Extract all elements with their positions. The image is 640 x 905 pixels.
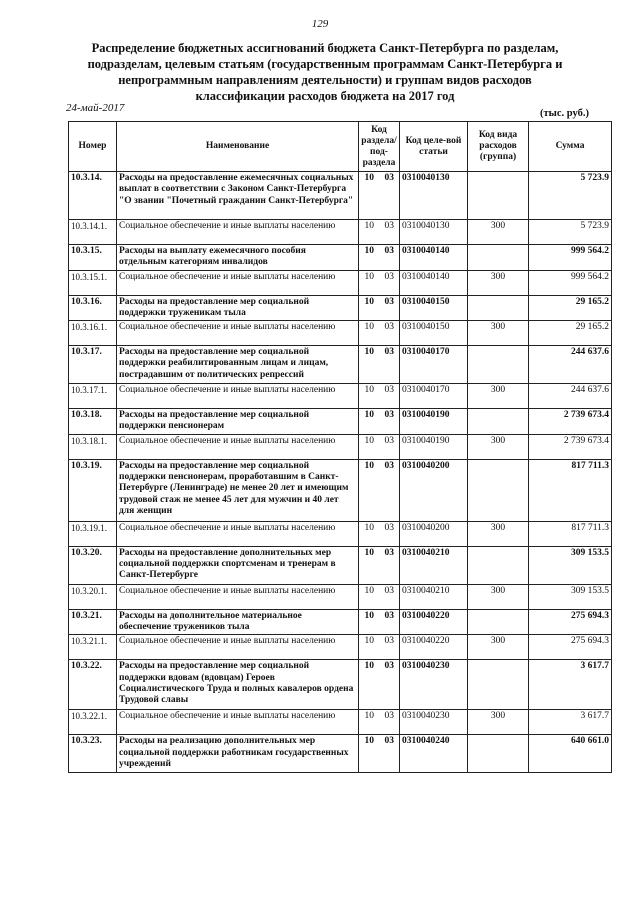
row-number: 10.3.14. xyxy=(69,172,117,220)
row-name: Социальное обеспечение и иные выплаты населению xyxy=(117,384,359,409)
row-expense-type xyxy=(468,459,529,521)
table-row xyxy=(69,710,612,735)
row-number: 10.3.23. xyxy=(69,735,117,773)
row-section-code: 10 xyxy=(359,295,380,321)
row-name: Расходы на предоставление ежемесячных социальных выплат в соответствии с Законом Санкт-Петербурга "О звании "Почетный гражданин Санкт-Петербурга" xyxy=(117,172,359,220)
document-date: 24-май-2017 xyxy=(66,102,125,114)
row-target-code: 0310040220 xyxy=(400,609,468,635)
row-subsection-code: 03 xyxy=(380,521,400,546)
row-sum: 244 637.6 xyxy=(529,346,612,384)
table-row xyxy=(69,245,612,271)
table-row xyxy=(69,409,612,435)
row-subsection-code: 03 xyxy=(380,245,400,271)
row-sum: 29 165.2 xyxy=(529,321,612,346)
row-section-code: 10 xyxy=(359,660,380,710)
budget-table xyxy=(68,121,612,773)
row-target-code: 0310040150 xyxy=(400,321,468,346)
row-name: Социальное обеспечение и иные выплаты населению xyxy=(117,220,359,245)
row-subsection-code: 03 xyxy=(380,220,400,245)
row-subsection-code: 03 xyxy=(380,409,400,435)
row-sum: 999 564.2 xyxy=(529,245,612,271)
table-row xyxy=(69,295,612,321)
row-subsection-code: 03 xyxy=(380,459,400,521)
row-number: 10.3.15.1. xyxy=(69,270,117,295)
row-expense-type: 300 xyxy=(468,434,529,459)
table-row xyxy=(69,609,612,635)
row-name: Расходы на дополнительное материальное обеспечение тружеников тыла xyxy=(117,609,359,635)
header-target: Код целе-вой статьи xyxy=(400,122,468,172)
row-name: Социальное обеспечение и иные выплаты населению xyxy=(117,321,359,346)
row-subsection-code: 03 xyxy=(380,270,400,295)
table-row xyxy=(69,584,612,609)
table-row xyxy=(69,220,612,245)
row-name: Расходы на предоставление мер социальной поддержки труженикам тыла xyxy=(117,295,359,321)
row-target-code: 0310040240 xyxy=(400,735,468,773)
table-row xyxy=(69,346,612,384)
row-expense-type xyxy=(468,172,529,220)
row-section-code: 10 xyxy=(359,321,380,346)
row-number: 10.3.19.1. xyxy=(69,521,117,546)
row-expense-type xyxy=(468,346,529,384)
row-target-code: 0310040140 xyxy=(400,245,468,271)
row-section-code: 10 xyxy=(359,434,380,459)
row-section-code: 10 xyxy=(359,270,380,295)
table-row xyxy=(69,172,612,220)
row-expense-type: 300 xyxy=(468,321,529,346)
table-row xyxy=(69,735,612,773)
row-subsection-code: 03 xyxy=(380,346,400,384)
row-section-code: 10 xyxy=(359,459,380,521)
row-number: 10.3.21. xyxy=(69,609,117,635)
row-section-code: 10 xyxy=(359,584,380,609)
row-expense-type: 300 xyxy=(468,384,529,409)
row-subsection-code: 03 xyxy=(380,660,400,710)
row-target-code: 0310040220 xyxy=(400,635,468,660)
row-target-code: 0310040200 xyxy=(400,459,468,521)
row-expense-type: 300 xyxy=(468,521,529,546)
row-expense-type xyxy=(468,546,529,584)
row-sum: 999 564.2 xyxy=(529,270,612,295)
row-expense-type: 300 xyxy=(468,635,529,660)
table-row xyxy=(69,521,612,546)
row-subsection-code: 03 xyxy=(380,321,400,346)
row-number: 10.3.14.1. xyxy=(69,220,117,245)
row-name: Социальное обеспечение и иные выплаты населению xyxy=(117,710,359,735)
row-subsection-code: 03 xyxy=(380,635,400,660)
row-sum: 2 739 673.4 xyxy=(529,434,612,459)
row-subsection-code: 03 xyxy=(380,172,400,220)
row-target-code: 0310040190 xyxy=(400,434,468,459)
row-sum: 3 617.7 xyxy=(529,710,612,735)
row-section-code: 10 xyxy=(359,635,380,660)
row-section-code: 10 xyxy=(359,172,380,220)
row-section-code: 10 xyxy=(359,710,380,735)
row-subsection-code: 03 xyxy=(380,295,400,321)
header-expense-type: Код вида расходов (группа) xyxy=(468,122,529,172)
row-subsection-code: 03 xyxy=(380,609,400,635)
row-target-code: 0310040140 xyxy=(400,270,468,295)
row-target-code: 0310040150 xyxy=(400,295,468,321)
row-name: Социальное обеспечение и иные выплаты населению xyxy=(117,521,359,546)
row-expense-type xyxy=(468,735,529,773)
row-section-code: 10 xyxy=(359,521,380,546)
row-section-code: 10 xyxy=(359,409,380,435)
row-number: 10.3.18. xyxy=(69,409,117,435)
row-sum: 5 723.9 xyxy=(529,172,612,220)
row-section-code: 10 xyxy=(359,346,380,384)
row-expense-type: 300 xyxy=(468,220,529,245)
row-section-code: 10 xyxy=(359,245,380,271)
table-row xyxy=(69,459,612,521)
table-row xyxy=(69,270,612,295)
row-number: 10.3.20. xyxy=(69,546,117,584)
row-number: 10.3.20.1. xyxy=(69,584,117,609)
row-target-code: 0310040230 xyxy=(400,660,468,710)
row-name: Расходы на предоставление дополнительных мер социальной поддержки спортсменам и тренерам в Санкт-Петербурге xyxy=(117,546,359,584)
row-sum: 640 661.0 xyxy=(529,735,612,773)
row-target-code: 0310040200 xyxy=(400,521,468,546)
row-name: Социальное обеспечение и иные выплаты населению xyxy=(117,584,359,609)
row-expense-type xyxy=(468,609,529,635)
row-sum: 2 739 673.4 xyxy=(529,409,612,435)
row-name: Расходы на предоставление мер социальной поддержки реабилитированным лицам и лицам, пострадавшим от политических репрессий xyxy=(117,346,359,384)
row-sum: 817 711.3 xyxy=(529,459,612,521)
page-number: 129 xyxy=(311,18,329,30)
header-number: Номер xyxy=(69,122,117,172)
row-number: 10.3.16. xyxy=(69,295,117,321)
table-row xyxy=(69,660,612,710)
row-expense-type xyxy=(468,295,529,321)
row-name: Социальное обеспечение и иные выплаты населению xyxy=(117,434,359,459)
row-subsection-code: 03 xyxy=(380,546,400,584)
row-number: 10.3.17. xyxy=(69,346,117,384)
header-sum: Сумма xyxy=(529,122,612,172)
row-number: 10.3.15. xyxy=(69,245,117,271)
row-number: 10.3.19. xyxy=(69,459,117,521)
row-name: Социальное обеспечение и иные выплаты населению xyxy=(117,270,359,295)
row-expense-type: 300 xyxy=(468,270,529,295)
row-sum: 244 637.6 xyxy=(529,384,612,409)
header-name: Наименование xyxy=(117,122,359,172)
row-target-code: 0310040130 xyxy=(400,220,468,245)
units-label: (тыс. руб.) xyxy=(540,108,589,119)
header-section: Код раздела/ под-раздела xyxy=(359,122,400,172)
row-section-code: 10 xyxy=(359,609,380,635)
row-target-code: 0310040170 xyxy=(400,384,468,409)
document-title: Распределение бюджетных ассигнований бюджета Санкт-Петербурга по разделам, подразделам, целевым статьям (государственным программам Санкт-Петербурга и непрограммным направлениям деятельности) и группам видов расходов классификации расходов бюджета на 2017 год xyxy=(87,41,563,103)
row-target-code: 0310040130 xyxy=(400,172,468,220)
row-target-code: 0310040230 xyxy=(400,710,468,735)
row-target-code: 0310040170 xyxy=(400,346,468,384)
row-subsection-code: 03 xyxy=(380,384,400,409)
row-number: 10.3.17.1. xyxy=(69,384,117,409)
row-sum: 309 153.5 xyxy=(529,584,612,609)
row-name: Расходы на реализацию дополнительных мер социальной поддержки работникам государственных учреждений xyxy=(117,735,359,773)
row-subsection-code: 03 xyxy=(380,710,400,735)
row-number: 10.3.21.1. xyxy=(69,635,117,660)
table-row xyxy=(69,635,612,660)
table-row xyxy=(69,384,612,409)
row-subsection-code: 03 xyxy=(380,735,400,773)
row-sum: 275 694.3 xyxy=(529,609,612,635)
row-target-code: 0310040210 xyxy=(400,546,468,584)
row-sum: 5 723.9 xyxy=(529,220,612,245)
row-number: 10.3.22. xyxy=(69,660,117,710)
row-number: 10.3.22.1. xyxy=(69,710,117,735)
row-target-code: 0310040210 xyxy=(400,584,468,609)
row-section-code: 10 xyxy=(359,735,380,773)
row-sum: 29 165.2 xyxy=(529,295,612,321)
table-row xyxy=(69,546,612,584)
row-name: Расходы на предоставление мер социальной поддержки пенсионерам xyxy=(117,409,359,435)
row-expense-type: 300 xyxy=(468,584,529,609)
row-number: 10.3.18.1. xyxy=(69,434,117,459)
row-subsection-code: 03 xyxy=(380,434,400,459)
row-subsection-code: 03 xyxy=(380,584,400,609)
row-expense-type xyxy=(468,245,529,271)
row-section-code: 10 xyxy=(359,220,380,245)
table-row xyxy=(69,434,612,459)
table-row xyxy=(69,321,612,346)
row-expense-type: 300 xyxy=(468,710,529,735)
row-sum: 3 617.7 xyxy=(529,660,612,710)
row-section-code: 10 xyxy=(359,384,380,409)
row-name: Расходы на предоставление мер социальной поддержки пенсионерам, проработавшим в Санкт-Петербурге (Ленинграде) не менее 20 лет и имеющим трудовой стаж не менее 45 лет для мужчин и 40 лет для женщин xyxy=(117,459,359,521)
row-name: Социальное обеспечение и иные выплаты населению xyxy=(117,635,359,660)
row-name: Расходы на предоставление мер социальной поддержки вдовам (вдовцам) Героев Социалистического Труда и полных кавалеров ордена Трудовой славы xyxy=(117,660,359,710)
row-expense-type xyxy=(468,409,529,435)
row-section-code: 10 xyxy=(359,546,380,584)
row-sum: 817 711.3 xyxy=(529,521,612,546)
table-header-row xyxy=(69,122,612,172)
row-target-code: 0310040190 xyxy=(400,409,468,435)
row-expense-type xyxy=(468,660,529,710)
row-number: 10.3.16.1. xyxy=(69,321,117,346)
row-name: Расходы на выплату ежемесячного пособия отдельным категориям инвалидов xyxy=(117,245,359,271)
row-sum: 275 694.3 xyxy=(529,635,612,660)
row-sum: 309 153.5 xyxy=(529,546,612,584)
